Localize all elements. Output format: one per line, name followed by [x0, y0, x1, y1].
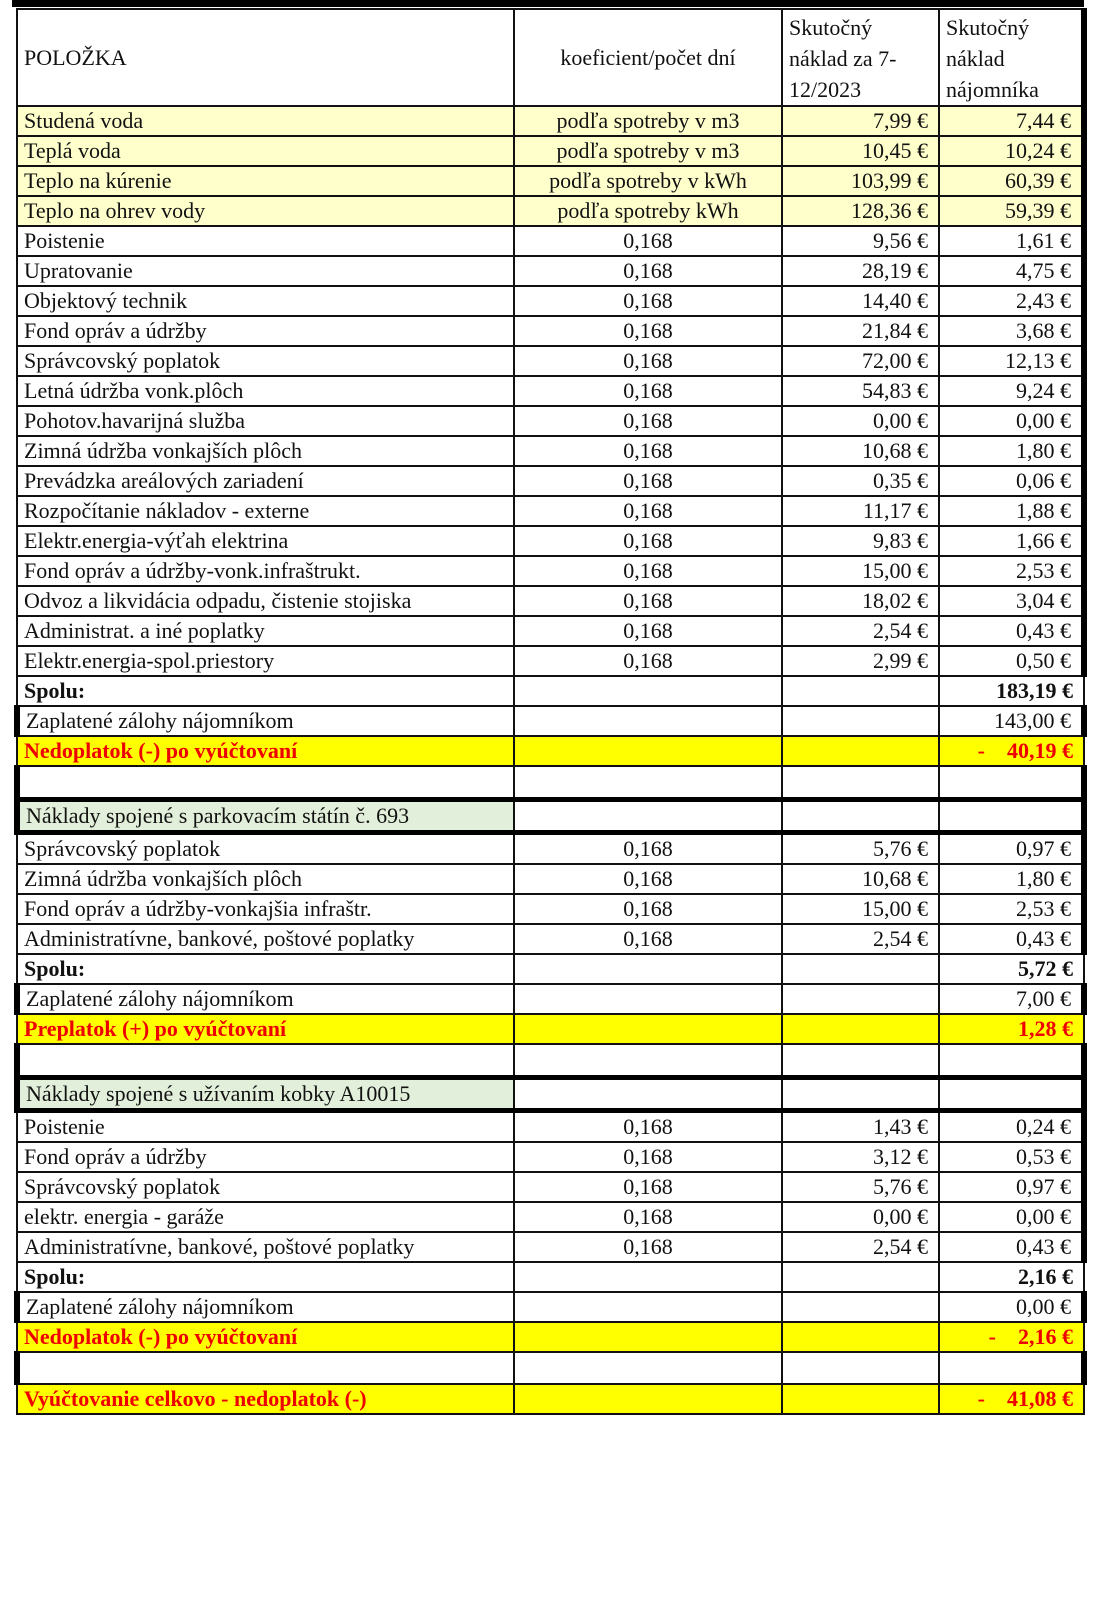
- coefficient: 0,168: [514, 646, 782, 676]
- empty-cell: [782, 1322, 939, 1352]
- item-name: Poistenie: [17, 226, 514, 256]
- top-border: [12, 0, 1084, 7]
- empty-cell: [782, 984, 939, 1014]
- tenant-cost: 0,00 €: [939, 1202, 1084, 1232]
- total-label: Spolu:: [17, 1262, 514, 1292]
- actual-cost: 0,35 €: [782, 466, 939, 496]
- item-name: Teplá voda: [17, 136, 514, 166]
- tenant-cost: 0,24 €: [939, 1111, 1084, 1143]
- empty-cell: [17, 766, 514, 800]
- empty-cell: [514, 676, 782, 706]
- tenant-cost: 4,75 €: [939, 256, 1084, 286]
- item-name: Fond opráv a údržby: [17, 316, 514, 346]
- item-name: Objektový technik: [17, 286, 514, 316]
- empty-cell: [17, 1352, 514, 1384]
- empty-cell: [514, 736, 782, 766]
- empty-cell: [939, 766, 1084, 800]
- coefficient: 0,168: [514, 1142, 782, 1172]
- tenant-cost: 0,43 €: [939, 1232, 1084, 1262]
- table-row: [17, 106, 1084, 136]
- actual-cost: 9,83 €: [782, 526, 939, 556]
- tenant-cost: 3,04 €: [939, 586, 1084, 616]
- tenant-cost: 2,43 €: [939, 286, 1084, 316]
- tenant-cost: 0,97 €: [939, 1172, 1084, 1202]
- result-label: Nedoplatok (-) po vyúčtovaní: [17, 1322, 514, 1352]
- tenant-cost: 0,53 €: [939, 1142, 1084, 1172]
- empty-cell: [939, 1044, 1084, 1078]
- coefficient: 0,168: [514, 864, 782, 894]
- actual-cost: 54,83 €: [782, 376, 939, 406]
- result-row: [17, 1322, 1084, 1352]
- spacer-row: [17, 1352, 1084, 1384]
- empty-cell: [782, 706, 939, 736]
- spacer-row: [17, 766, 1084, 800]
- header-actual-cost: Skutočný náklad za 7-12/2023: [782, 9, 939, 106]
- header-item: POLOŽKA: [17, 9, 514, 106]
- total-value: 183,19 €: [939, 676, 1084, 706]
- empty-cell: [939, 800, 1084, 833]
- empty-cell: [514, 1044, 782, 1078]
- item-name: Pohotov.havarijná služba: [17, 406, 514, 436]
- tenant-cost: 1,61 €: [939, 226, 1084, 256]
- tenant-cost: 60,39 €: [939, 166, 1084, 196]
- table-row: [17, 864, 1084, 894]
- coefficient: 0,168: [514, 346, 782, 376]
- grand-total-value: [939, 1384, 1084, 1414]
- amount: 40,19 €: [1007, 738, 1073, 763]
- item-name: Fond opráv a údržby: [17, 1142, 514, 1172]
- total-value: 2,16 €: [939, 1262, 1084, 1292]
- actual-cost: 21,84 €: [782, 316, 939, 346]
- table-row: [17, 556, 1084, 586]
- item-name: Prevádzka areálových zariadení: [17, 466, 514, 496]
- table-row: [17, 586, 1084, 616]
- total-value: 5,72 €: [939, 954, 1084, 984]
- empty-cell: [514, 1078, 782, 1111]
- actual-cost: 2,54 €: [782, 924, 939, 954]
- table-row: [17, 436, 1084, 466]
- actual-cost: 10,45 €: [782, 136, 939, 166]
- header-row: [17, 9, 1084, 106]
- item-name: Letná údržba vonk.plôch: [17, 376, 514, 406]
- table-row: [17, 1111, 1084, 1143]
- table-row: [17, 256, 1084, 286]
- header-coef: koeficient/počet dní: [514, 9, 782, 106]
- coefficient: 0,168: [514, 1111, 782, 1143]
- empty-cell: [782, 1292, 939, 1322]
- item-name: Fond opráv a údržby-vonk.infraštrukt.: [17, 556, 514, 586]
- tenant-cost: 1,80 €: [939, 436, 1084, 466]
- item-name: Elektr.energia-výťah elektrina: [17, 526, 514, 556]
- tenant-cost: 0,97 €: [939, 833, 1084, 865]
- actual-cost: 3,12 €: [782, 1142, 939, 1172]
- coefficient: 0,168: [514, 586, 782, 616]
- coefficient: 0,168: [514, 316, 782, 346]
- coefficient: 0,168: [514, 256, 782, 286]
- item-name: Správcovský poplatok: [17, 833, 514, 865]
- minus-sign: -: [988, 1324, 996, 1349]
- empty-cell: [514, 1014, 782, 1044]
- coefficient: podľa spotreby v m3: [514, 106, 782, 136]
- coefficient: 0,168: [514, 226, 782, 256]
- actual-cost: 103,99 €: [782, 166, 939, 196]
- actual-cost: 15,00 €: [782, 556, 939, 586]
- tenant-cost: 12,13 €: [939, 346, 1084, 376]
- empty-cell: [17, 1044, 514, 1078]
- tenant-cost: 0,00 €: [939, 406, 1084, 436]
- result-row: [17, 736, 1084, 766]
- tenant-cost: 7,44 €: [939, 106, 1084, 136]
- coefficient: 0,168: [514, 924, 782, 954]
- empty-cell: [939, 1078, 1084, 1111]
- empty-cell: [782, 1078, 939, 1111]
- table-row: [17, 924, 1084, 954]
- actual-cost: 1,43 €: [782, 1111, 939, 1143]
- tenant-cost: 0,43 €: [939, 924, 1084, 954]
- tenant-cost: 0,06 €: [939, 466, 1084, 496]
- actual-cost: 9,56 €: [782, 226, 939, 256]
- paid-row: [17, 984, 1084, 1014]
- table-row: [17, 316, 1084, 346]
- coefficient: podľa spotreby v m3: [514, 136, 782, 166]
- coefficient: 0,168: [514, 466, 782, 496]
- coefficient: 0,168: [514, 1232, 782, 1262]
- result-row: [17, 1014, 1084, 1044]
- item-name: Administratívne, bankové, poštové poplatky: [17, 924, 514, 954]
- result-value: [939, 736, 1084, 766]
- paid-value: 7,00 €: [939, 984, 1084, 1014]
- tenant-cost: 2,53 €: [939, 894, 1084, 924]
- total-row: [17, 676, 1084, 706]
- empty-cell: [514, 766, 782, 800]
- header-tenant-cost: Skutočný náklad nájomníka: [939, 9, 1084, 106]
- coefficient: 0,168: [514, 406, 782, 436]
- total-label: Spolu:: [17, 676, 514, 706]
- empty-cell: [514, 1352, 782, 1384]
- result-label: Nedoplatok (-) po vyúčtovaní: [17, 736, 514, 766]
- minus-sign: -: [977, 738, 985, 763]
- coefficient: podľa spotreby kWh: [514, 196, 782, 226]
- actual-cost: 128,36 €: [782, 196, 939, 226]
- empty-cell: [514, 706, 782, 736]
- result-value: [939, 1322, 1084, 1352]
- table-row: [17, 646, 1084, 676]
- empty-cell: [782, 800, 939, 833]
- actual-cost: 5,76 €: [782, 1172, 939, 1202]
- coefficient: 0,168: [514, 616, 782, 646]
- table-row: [17, 616, 1084, 646]
- actual-cost: 11,17 €: [782, 496, 939, 526]
- item-name: Elektr.energia-spol.priestory: [17, 646, 514, 676]
- item-name: Zimná údržba vonkajších plôch: [17, 864, 514, 894]
- result-label: Preplatok (+) po vyúčtovaní: [17, 1014, 514, 1044]
- item-name: Rozpočítanie nákladov - externe: [17, 496, 514, 526]
- coefficient: 0,168: [514, 286, 782, 316]
- empty-cell: [782, 1352, 939, 1384]
- coefficient: 0,168: [514, 1202, 782, 1232]
- empty-cell: [514, 1262, 782, 1292]
- empty-cell: [514, 1384, 782, 1414]
- table-row: [17, 196, 1084, 226]
- table-row: [17, 286, 1084, 316]
- tenant-cost: 3,68 €: [939, 316, 1084, 346]
- table-row: [17, 526, 1084, 556]
- empty-cell: [514, 954, 782, 984]
- item-name: Fond opráv a údržby-vonkajšia infraštr.: [17, 894, 514, 924]
- section-header-row: [17, 1078, 1084, 1111]
- coefficient: podľa spotreby v kWh: [514, 166, 782, 196]
- coefficient: 0,168: [514, 526, 782, 556]
- item-name: elektr. energia - garáže: [17, 1202, 514, 1232]
- grand-total-row: [17, 1384, 1084, 1414]
- actual-cost: 28,19 €: [782, 256, 939, 286]
- coefficient: 0,168: [514, 894, 782, 924]
- actual-cost: 0,00 €: [782, 1202, 939, 1232]
- coefficient: 0,168: [514, 833, 782, 865]
- tenant-cost: 0,50 €: [939, 646, 1084, 676]
- total-row: [17, 954, 1084, 984]
- coefficient: 0,168: [514, 436, 782, 466]
- paid-label: Zaplatené zálohy nájomníkom: [17, 984, 514, 1014]
- item-name: Upratovanie: [17, 256, 514, 286]
- total-row: [17, 1262, 1084, 1292]
- section-title: Náklady spojené s užívaním kobky A10015: [17, 1078, 514, 1111]
- tenant-cost: 10,24 €: [939, 136, 1084, 166]
- paid-value: 0,00 €: [939, 1292, 1084, 1322]
- item-name: Teplo na kúrenie: [17, 166, 514, 196]
- table-row: [17, 406, 1084, 436]
- empty-cell: [782, 676, 939, 706]
- spacer-row: [17, 1044, 1084, 1078]
- actual-cost: 2,99 €: [782, 646, 939, 676]
- actual-cost: 10,68 €: [782, 864, 939, 894]
- tenant-cost: 1,66 €: [939, 526, 1084, 556]
- amount: 1,28 €: [1018, 1016, 1073, 1041]
- table-row: [17, 166, 1084, 196]
- grand-total-label: Vyúčtovanie celkovo - nedoplatok (-): [17, 1384, 514, 1414]
- paid-row: [17, 1292, 1084, 1322]
- section-header-row: [17, 800, 1084, 833]
- actual-cost: 5,76 €: [782, 833, 939, 865]
- table-row: [17, 226, 1084, 256]
- actual-cost: 10,68 €: [782, 436, 939, 466]
- paid-row: [17, 706, 1084, 736]
- table-row: [17, 346, 1084, 376]
- coefficient: 0,168: [514, 376, 782, 406]
- coefficient: 0,168: [514, 556, 782, 586]
- total-label: Spolu:: [17, 954, 514, 984]
- item-name: Správcovský poplatok: [17, 1172, 514, 1202]
- empty-cell: [782, 1384, 939, 1414]
- table-row: [17, 496, 1084, 526]
- empty-cell: [514, 1322, 782, 1352]
- item-name: Poistenie: [17, 1111, 514, 1143]
- actual-cost: 7,99 €: [782, 106, 939, 136]
- empty-cell: [782, 766, 939, 800]
- item-name: Administrat. a iné poplatky: [17, 616, 514, 646]
- paid-label: Zaplatené zálohy nájomníkom: [17, 1292, 514, 1322]
- table-row: [17, 466, 1084, 496]
- actual-cost: 2,54 €: [782, 1232, 939, 1262]
- result-value: [939, 1014, 1084, 1044]
- empty-cell: [514, 984, 782, 1014]
- amount: 2,16 €: [1018, 1324, 1073, 1349]
- table-row: [17, 136, 1084, 166]
- table-row: [17, 1202, 1084, 1232]
- empty-cell: [782, 736, 939, 766]
- paid-label: Zaplatené zálohy nájomníkom: [17, 706, 514, 736]
- tenant-cost: 1,88 €: [939, 496, 1084, 526]
- tenant-cost: 59,39 €: [939, 196, 1084, 226]
- empty-cell: [939, 1352, 1084, 1384]
- empty-cell: [514, 800, 782, 833]
- amount: 41,08 €: [1007, 1386, 1073, 1411]
- coefficient: 0,168: [514, 496, 782, 526]
- table-row: [17, 1142, 1084, 1172]
- paid-value: 143,00 €: [939, 706, 1084, 736]
- empty-cell: [514, 1292, 782, 1322]
- section-title: Náklady spojené s parkovacím státín č. 693: [17, 800, 514, 833]
- tenant-cost: 9,24 €: [939, 376, 1084, 406]
- item-name: Zimná údržba vonkajších plôch: [17, 436, 514, 466]
- table-row: [17, 1232, 1084, 1262]
- billing-table: [14, 8, 1087, 1415]
- item-name: Teplo na ohrev vody: [17, 196, 514, 226]
- item-name: Správcovský poplatok: [17, 346, 514, 376]
- item-name: Administratívne, bankové, poštové poplatky: [17, 1232, 514, 1262]
- actual-cost: 18,02 €: [782, 586, 939, 616]
- item-name: Studená voda: [17, 106, 514, 136]
- empty-cell: [782, 1014, 939, 1044]
- table-row: [17, 833, 1084, 865]
- table-row: [17, 894, 1084, 924]
- empty-cell: [782, 954, 939, 984]
- actual-cost: 2,54 €: [782, 616, 939, 646]
- actual-cost: 14,40 €: [782, 286, 939, 316]
- actual-cost: 72,00 €: [782, 346, 939, 376]
- actual-cost: 15,00 €: [782, 894, 939, 924]
- coefficient: 0,168: [514, 1172, 782, 1202]
- table-row: [17, 1172, 1084, 1202]
- minus-sign: -: [977, 1386, 985, 1411]
- table-row: [17, 376, 1084, 406]
- empty-cell: [782, 1044, 939, 1078]
- tenant-cost: 1,80 €: [939, 864, 1084, 894]
- actual-cost: 0,00 €: [782, 406, 939, 436]
- empty-cell: [782, 1262, 939, 1292]
- tenant-cost: 2,53 €: [939, 556, 1084, 586]
- item-name: Odvoz a likvidácia odpadu, čistenie stojiska: [17, 586, 514, 616]
- tenant-cost: 0,43 €: [939, 616, 1084, 646]
